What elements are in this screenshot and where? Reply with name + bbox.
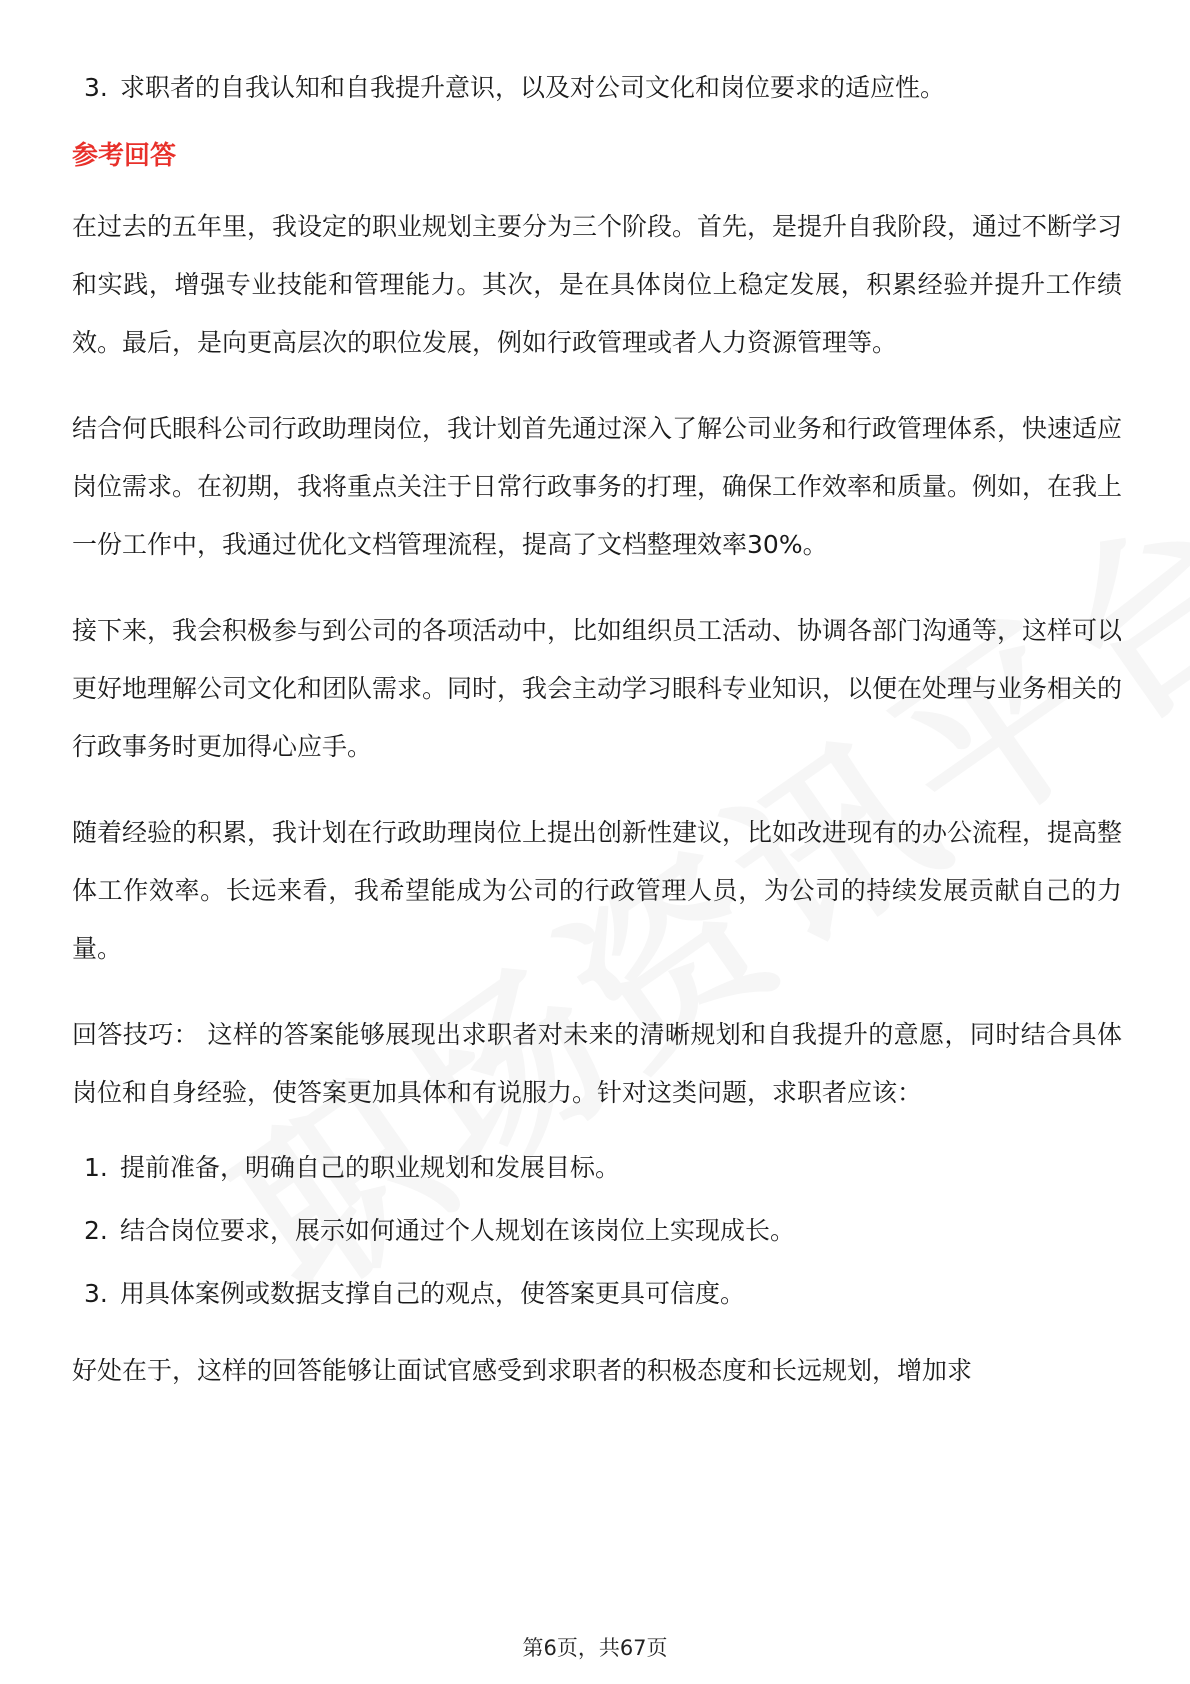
- top-list: [72, 70, 1122, 106]
- paragraph: 接下来，我会积极参与到公司的各项活动中，比如组织员工活动、协调各部门沟通等，这样可以更好地理解公司文化和团队需求。同时，我会主动学习眼科专业知识，以便在处理与业务相关的行政事务时更加得心应手。: [72, 616, 1123, 761]
- list-item: [72, 1213, 1122, 1249]
- paragraph: 结合何氏眼科公司行政助理岗位，我计划首先通过深入了解公司业务和行政管理体系，快速适应岗位需求。在初期，我将重点关注于日常行政事务的打理，确保工作效率和质量。例如，在我上一份工作中，我通过优化文档管理流程，提高了文档整理效率30%。: [72, 414, 1123, 559]
- section-heading: 参考回答: [72, 141, 177, 171]
- list-item-text: 提前准备，明确自己的职业规划和发展目标。: [120, 1153, 621, 1182]
- list-item-number: 1.: [84, 1153, 108, 1182]
- list-item: [72, 70, 1122, 106]
- list-item: [72, 1150, 1122, 1186]
- paragraph-final: 好处在于，这样的回答能够让面试官感受到求职者的积极态度和长远规划，增加求: [72, 1356, 973, 1385]
- list-item-number: 3.: [84, 73, 108, 102]
- tips-list: [72, 1150, 1122, 1312]
- paragraph: 随着经验的积累，我计划在行政助理岗位上提出创新性建议，比如改进现有的办公流程，提高整体工作效率。长远来看，我希望能成为公司的行政管理人员，为公司的持续发展贡献自己的力量。: [72, 818, 1123, 963]
- paragraph-answer-tips: 回答技巧： 这样的答案能够展现出求职者对未来的清晰规划和自我提升的意愿，同时结合具体岗位和自身经验，使答案更加具体和有说服力。针对这类问题，求职者应该：: [72, 1020, 1122, 1107]
- list-item: [72, 1276, 1122, 1312]
- page-content: [72, 70, 1122, 1428]
- list-item-text: 用具体案例或数据支撑自己的观点，使答案更具可信度。: [120, 1279, 746, 1308]
- list-item-number: 3.: [84, 1279, 108, 1308]
- list-item-text: 求职者的自我认知和自我提升意识，以及对公司文化和岗位要求的适应性。: [120, 73, 946, 102]
- page-footer: 第6页，共67页: [522, 1636, 668, 1660]
- paragraph: 在过去的五年里，我设定的职业规划主要分为三个阶段。首先，是提升自我阶段，通过不断学习和实践，增强专业技能和管理能力。其次，是在具体岗位上稳定发展，积累经验并提升工作绩效。最后，是向更高层次的职位发展，例如行政管理或者人力资源管理等。: [72, 212, 1123, 357]
- list-item-number: 2.: [84, 1216, 108, 1245]
- list-item-text: 结合岗位要求，展示如何通过个人规划在该岗位上实现成长。: [120, 1216, 796, 1245]
